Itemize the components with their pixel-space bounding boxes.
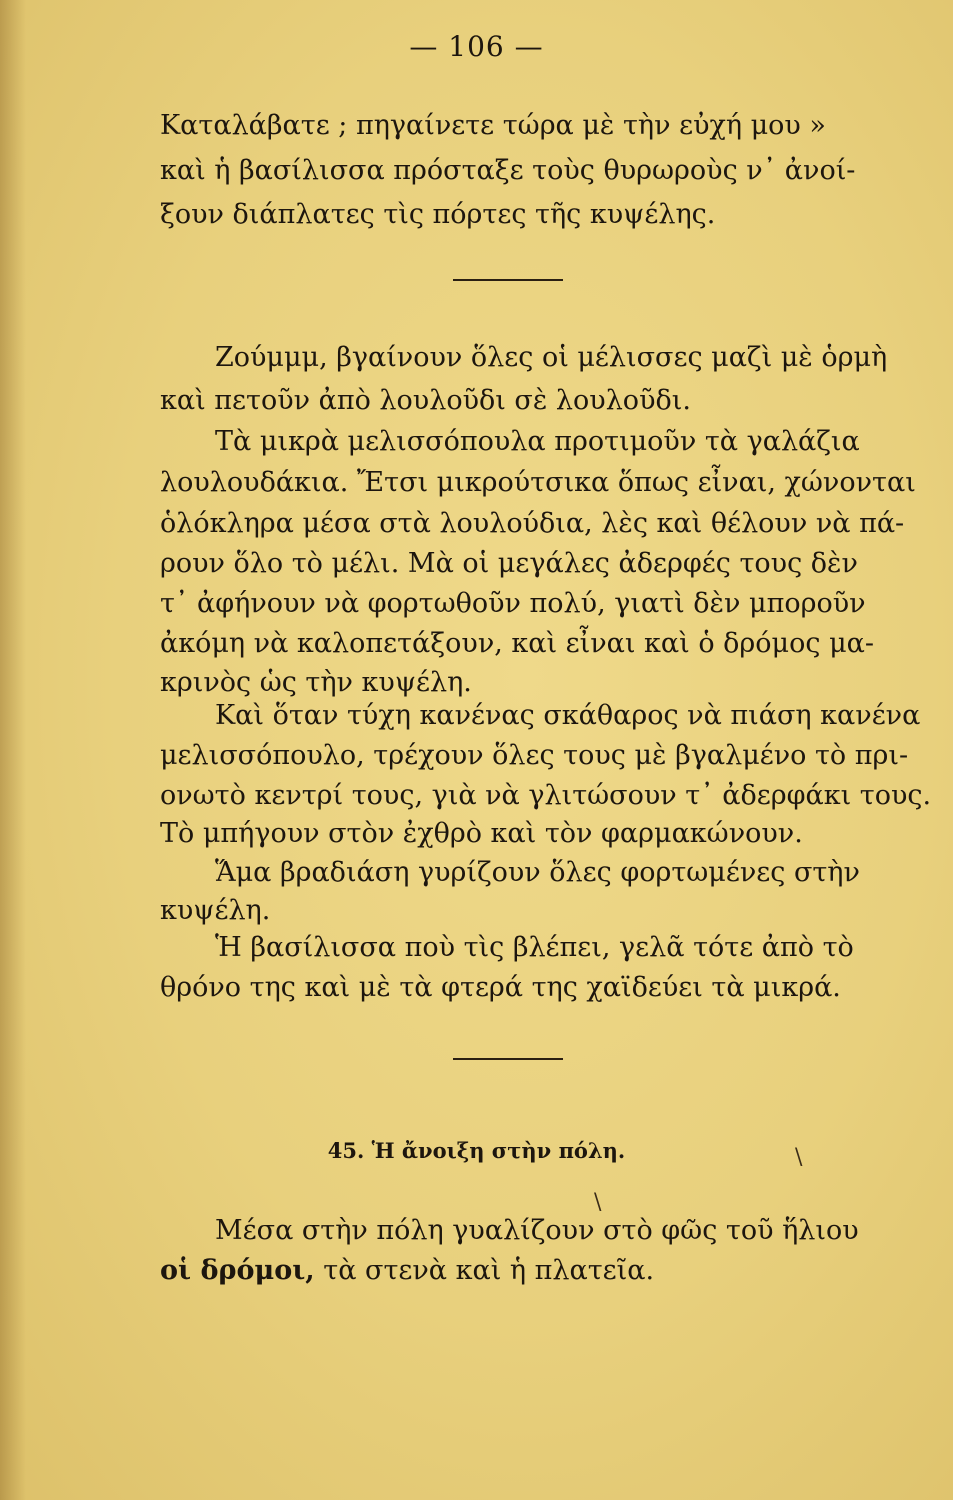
- text-line: ρουν ὅλο τὸ μέλι. Μὰ οἱ μεγάλες ἀδερφές τους δὲν: [160, 548, 858, 579]
- text-line: Μέσα στὴν πόλη γυαλίζουν στὸ φῶς τοῦ ἥλιου: [215, 1215, 859, 1246]
- text-line: ονωτὸ κεντρί τους, γιὰ νὰ γλιτώσουν τ᾽ ἀδερφάκι τους.: [160, 780, 932, 811]
- section-divider: [453, 279, 563, 281]
- text-line: ξουν διάπλατες τὶς πόρτες τῆς κυψέλης.: [160, 199, 716, 230]
- stray-mark: \: [594, 1190, 602, 1215]
- text-line: μελισσόπουλο, τρέχουν ὅλες τους μὲ βγαλμένο τὸ πρι-: [160, 740, 909, 771]
- text-line: Ζούμμμ, βγαίνουν ὅλες οἱ μέλισσες μαζὶ μὲ ὁρμὴ: [215, 342, 888, 373]
- text-line: λουλουδάκια. Ἔτσι μικρούτσικα ὅπως εἶναι, χώνονται: [160, 467, 916, 498]
- page-edge-shadow: [0, 0, 26, 1500]
- text-line: ὁλόκληρα μέσα στὰ λουλούδια, λὲς καὶ θέλουν νὰ πά-: [160, 508, 905, 539]
- text-line: κρινὸς ὡς τὴν κυψέλη.: [160, 667, 472, 698]
- text-line: Ἅμα βραδιάση γυρίζουν ὅλες φορτωμένες στὴν: [215, 857, 860, 888]
- text-line: κυψέλη.: [160, 895, 271, 926]
- text-line: [160, 1253, 654, 1289]
- section-divider: [453, 1058, 563, 1060]
- section-heading: 45. Ἡ ἄνοιξη στὴν πόλη.: [327, 1138, 626, 1163]
- text-line: ἀκόμη νὰ καλοπετάξουν, καὶ εἶναι καὶ ὁ δρόμος μα-: [160, 628, 874, 659]
- text-line: καὶ πετοῦν ἀπὸ λουλοῦδι σὲ λουλοῦδι.: [160, 385, 691, 416]
- text-line: Τὰ μικρὰ μελισσόπουλα προτιμοῦν τὰ γαλάζια: [215, 426, 860, 457]
- text-line: τ᾽ ἀφήνουν νὰ φορτωθοῦν πολύ, γιατὶ δὲν μποροῦν: [160, 588, 866, 619]
- text-line: Καὶ ὅταν τύχη κανένας σκάθαρος νὰ πιάση κανένα: [215, 700, 921, 731]
- text-span: τὰ στενὰ καὶ ἡ πλατεῖα.: [314, 1255, 655, 1286]
- bold-text: οἱ δρόμοι,: [160, 1255, 315, 1286]
- text-line: Τὸ μπήγουν στὸν ἐχθρὸ καὶ τὸν φαρμακώνουν.: [160, 818, 803, 849]
- stray-mark: \: [795, 1145, 803, 1170]
- text-line: καὶ ἡ βασίλισσα πρόσταξε τοὺς θυρωροὺς ν᾽ ἀνοί-: [160, 155, 856, 186]
- page-number: — 106 —: [409, 30, 544, 63]
- text-line: Ἡ βασίλισσα ποὺ τὶς βλέπει, γελᾶ τότε ἀπὸ τὸ: [215, 932, 854, 963]
- text-line: θρόνο της καὶ μὲ τὰ φτερά της χαϊδεύει τὰ μικρά.: [160, 972, 841, 1003]
- text-line: Καταλάβατε ; πηγαίνετε τώρα μὲ τὴν εὐχή μου »: [160, 110, 826, 141]
